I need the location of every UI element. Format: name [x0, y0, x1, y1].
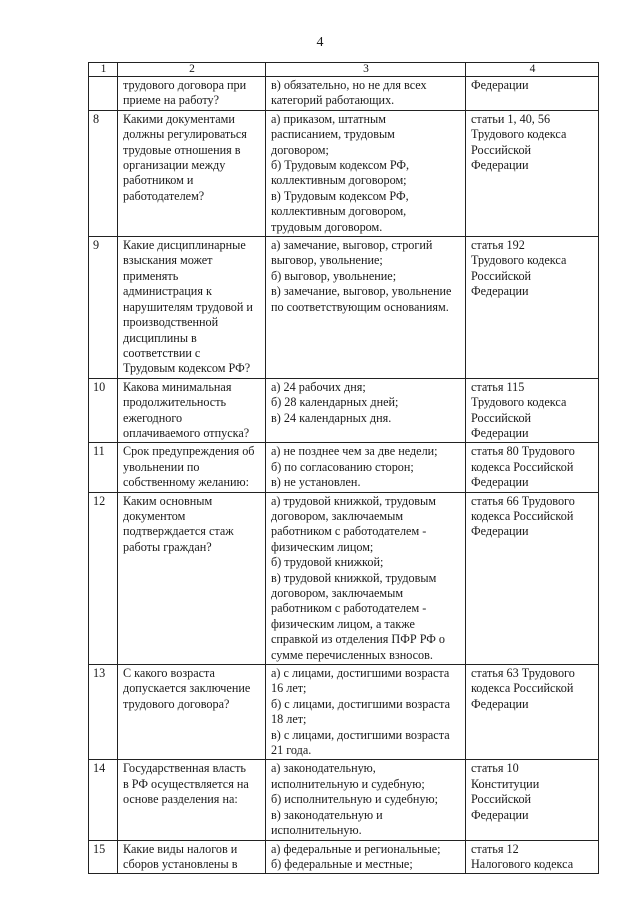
question-number: 10	[89, 378, 118, 443]
legal-source-line: статьи 1, 40, 56	[471, 111, 551, 126]
answer-options-line: выговор, увольнение;	[271, 253, 383, 268]
answer-options-line: а) замечание, выговор, строгий	[271, 238, 433, 253]
question-text-line: работы граждан?	[123, 539, 212, 554]
legal-source-line: Трудового кодекса	[471, 253, 567, 268]
answer-options-line: исполнительную.	[271, 823, 362, 838]
answer-options	[266, 443, 466, 492]
legal-source-line: кодекса Российской	[471, 508, 574, 523]
question-text-line: Какие виды налогов и	[123, 841, 238, 856]
legal-source	[466, 840, 599, 874]
answer-options-line: трудовым договором.	[271, 219, 383, 234]
table-row	[89, 77, 599, 111]
answer-options-line: договором;	[271, 142, 329, 157]
answer-options-line: расписанием, трудовым	[271, 127, 395, 142]
table-row	[89, 378, 599, 443]
answer-options-line: б) по согласованию сторон;	[271, 459, 414, 474]
answer-options-line: исполнительную и судебную;	[271, 776, 425, 791]
answer-options-line: по соответствующим основаниям.	[271, 299, 449, 314]
legal-source	[466, 77, 599, 111]
question-text-line: дисциплины в	[123, 330, 197, 345]
question-text-line: Какими документами	[123, 111, 235, 126]
legal-source-line: Федерации	[471, 158, 529, 173]
table-row	[89, 760, 599, 840]
header-row	[89, 63, 599, 77]
answer-options-line: б) Трудовым кодексом РФ,	[271, 158, 410, 173]
legal-source-line: кодекса Российской	[471, 681, 574, 696]
answer-options-line: в) замечание, выговор, увольнение	[271, 284, 452, 299]
legal-source-line: Российской	[471, 410, 532, 425]
answer-options-line: в) обязательно, но не для всех	[271, 78, 427, 92]
question-number: 15	[89, 840, 118, 874]
answer-options-line: в) не установлен.	[271, 475, 361, 490]
question-text-line: допускается заключение	[123, 681, 251, 696]
answer-options-line: сумме перечисленных взносов.	[271, 647, 433, 662]
answer-options-line: а) 24 рабочих дня;	[271, 379, 366, 394]
question-text-line: Какие дисциплинарные	[123, 238, 246, 253]
question-text-line: ежегодного	[123, 410, 183, 425]
question-text-line: организации между	[123, 158, 226, 173]
answer-options-line: а) приказом, штатным	[271, 111, 386, 126]
question-number: 13	[89, 665, 118, 760]
legal-source-line: статья 115	[471, 379, 525, 394]
answer-options-line: 18 лет;	[271, 712, 307, 727]
answer-options-line: категорий работающих.	[271, 93, 395, 108]
question-text-line: трудовые отношения в	[123, 142, 241, 157]
question-text-line: соответствии с	[123, 345, 201, 360]
question-number: 9	[89, 237, 118, 379]
table-row	[89, 665, 599, 760]
answer-options	[266, 378, 466, 443]
legal-source-line: Федерации	[471, 78, 529, 92]
answer-options-line: б) с лицами, достигшими возраста	[271, 696, 451, 711]
question-number: 14	[89, 760, 118, 840]
answer-options-line: а) федеральные и региональные;	[271, 841, 441, 856]
header-cell-4: 4	[466, 63, 599, 77]
question-text-line: работодателем?	[123, 188, 205, 203]
header-cell-3: 3	[266, 63, 466, 77]
answer-options	[266, 840, 466, 874]
legal-source-line: статья 63 Трудового	[471, 666, 575, 681]
question-text-line: администрация к	[123, 284, 212, 299]
question-text-line: трудового договора?	[123, 696, 230, 711]
legal-source-line: Федерации	[471, 475, 529, 490]
header-cell-1: 1	[89, 63, 118, 77]
question-text	[118, 237, 266, 379]
answer-options-line: а) законодательную,	[271, 761, 376, 776]
question-text	[118, 110, 266, 236]
answer-options-line: 16 лет;	[271, 681, 307, 696]
legal-source-line: статья 12	[471, 841, 519, 856]
legal-source-line: Федерации	[471, 807, 529, 822]
question-text	[118, 77, 266, 111]
header-cell-2: 2	[118, 63, 266, 77]
answer-options-line: а) не позднее чем за две недели;	[271, 444, 438, 459]
legal-source-line: Федерации	[471, 524, 529, 539]
legal-source-line: Федерации	[471, 284, 529, 299]
question-text-line: подтверждается стаж	[123, 524, 234, 539]
answer-options-line: работником с работодателем -	[271, 601, 427, 616]
answer-options-line: б) 28 календарных дней;	[271, 395, 399, 410]
answer-options-line: физическим лицом;	[271, 539, 374, 554]
legal-source-line: Российской	[471, 142, 532, 157]
questions-table	[88, 62, 599, 874]
legal-source-line: кодекса Российской	[471, 459, 574, 474]
answer-options	[266, 665, 466, 760]
legal-source-line: Российской	[471, 792, 532, 807]
question-number: 11	[89, 443, 118, 492]
answer-options-line: справкой из отделения ПФР РФ о	[271, 632, 446, 647]
answer-options-line: в) 24 календарных дня.	[271, 410, 392, 425]
answer-options-line: а) с лицами, достигшими возраста	[271, 666, 450, 681]
answer-options	[266, 110, 466, 236]
question-text-line: Трудовым кодексом РФ?	[123, 361, 251, 376]
answer-options-line: б) трудовой книжкой;	[271, 555, 384, 570]
question-text-line: продолжительность	[123, 395, 227, 410]
question-number	[89, 77, 118, 111]
page-number: 4	[316, 35, 324, 50]
answer-options-line: в) трудовой книжкой, трудовым	[271, 570, 437, 585]
table-row	[89, 492, 599, 664]
legal-source	[466, 378, 599, 443]
answer-options-line: физическим лицом, а также	[271, 616, 415, 631]
legal-source-line: Трудового кодекса	[471, 127, 567, 142]
answer-options-line: коллективным договором,	[271, 204, 407, 219]
legal-source	[466, 237, 599, 379]
question-text-line: взыскания может	[123, 253, 213, 268]
answer-options	[266, 77, 466, 111]
answer-options	[266, 760, 466, 840]
legal-source-line: статья 80 Трудового	[471, 444, 575, 459]
question-text-line: производственной	[123, 315, 219, 330]
question-text	[118, 443, 266, 492]
answer-options-line: а) трудовой книжкой, трудовым	[271, 493, 436, 508]
legal-source-line: Налогового кодекса	[471, 856, 574, 871]
answer-options-line: 21 года.	[271, 743, 312, 758]
legal-source	[466, 443, 599, 492]
answer-options-line: б) федеральные и местные;	[271, 856, 413, 871]
legal-source-line: статья 10	[471, 761, 519, 776]
question-text-line: нарушителям трудовой и	[123, 299, 253, 314]
question-text-line: основе разделения на:	[123, 792, 238, 807]
question-text	[118, 760, 266, 840]
question-text-line: увольнении по	[123, 459, 200, 474]
answer-options-line: работником с работодателем -	[271, 524, 427, 539]
table-row	[89, 443, 599, 492]
question-text-line: Какова минимальная	[123, 379, 232, 394]
answer-options	[266, 237, 466, 379]
question-text	[118, 840, 266, 874]
question-text	[118, 492, 266, 664]
answer-options	[266, 492, 466, 664]
question-text-line: документом	[123, 508, 186, 523]
legal-source-line: Конституции	[471, 776, 540, 791]
question-text-line: работником и	[123, 173, 194, 188]
question-text-line: Срок предупреждения об	[123, 444, 255, 459]
question-number: 12	[89, 492, 118, 664]
legal-source-line: Трудового кодекса	[471, 395, 567, 410]
question-text	[118, 665, 266, 760]
table-row	[89, 110, 599, 236]
legal-source	[466, 760, 599, 840]
table-row	[89, 840, 599, 874]
legal-source-line: Федерации	[471, 696, 529, 711]
question-text-line: собственному желанию:	[123, 475, 249, 490]
question-text-line: С какого возраста	[123, 666, 215, 681]
legal-source-line: Федерации	[471, 425, 529, 440]
question-text-line: в РФ осуществляется на	[123, 776, 249, 791]
question-text-line: должны регулироваться	[123, 127, 247, 142]
legal-source	[466, 492, 599, 664]
answer-options-line: в) Трудовым кодексом РФ,	[271, 188, 409, 203]
answer-options-line: б) выговор, увольнение;	[271, 268, 397, 283]
question-text-line: применять	[123, 268, 179, 283]
legal-source-line: статья 192	[471, 238, 525, 253]
question-text-line: приеме на работу?	[123, 93, 220, 108]
answer-options-line: б) исполнительную и судебную;	[271, 792, 439, 807]
question-text-line: оплачиваемого отпуска?	[123, 425, 250, 440]
answer-options-line: коллективным договором;	[271, 173, 407, 188]
question-text-line: Каким основным	[123, 493, 213, 508]
question-text-line: сборов установлены в	[123, 856, 238, 871]
answer-options-line: в) законодательную и	[271, 807, 383, 822]
question-number: 8	[89, 110, 118, 236]
answer-options-line: договором, заключаемым	[271, 586, 404, 600]
question-text	[118, 378, 266, 443]
legal-source-line: Российской	[471, 268, 532, 283]
question-text-line: Государственная власть	[123, 761, 246, 776]
legal-source	[466, 110, 599, 236]
table-row	[89, 237, 599, 379]
answer-options-line: договором, заключаемым	[271, 508, 404, 523]
question-text-line: трудового договора при	[123, 78, 247, 92]
legal-source-line: статья 66 Трудового	[471, 493, 575, 508]
legal-source	[466, 665, 599, 760]
answer-options-line: в) с лицами, достигшими возраста	[271, 727, 450, 742]
